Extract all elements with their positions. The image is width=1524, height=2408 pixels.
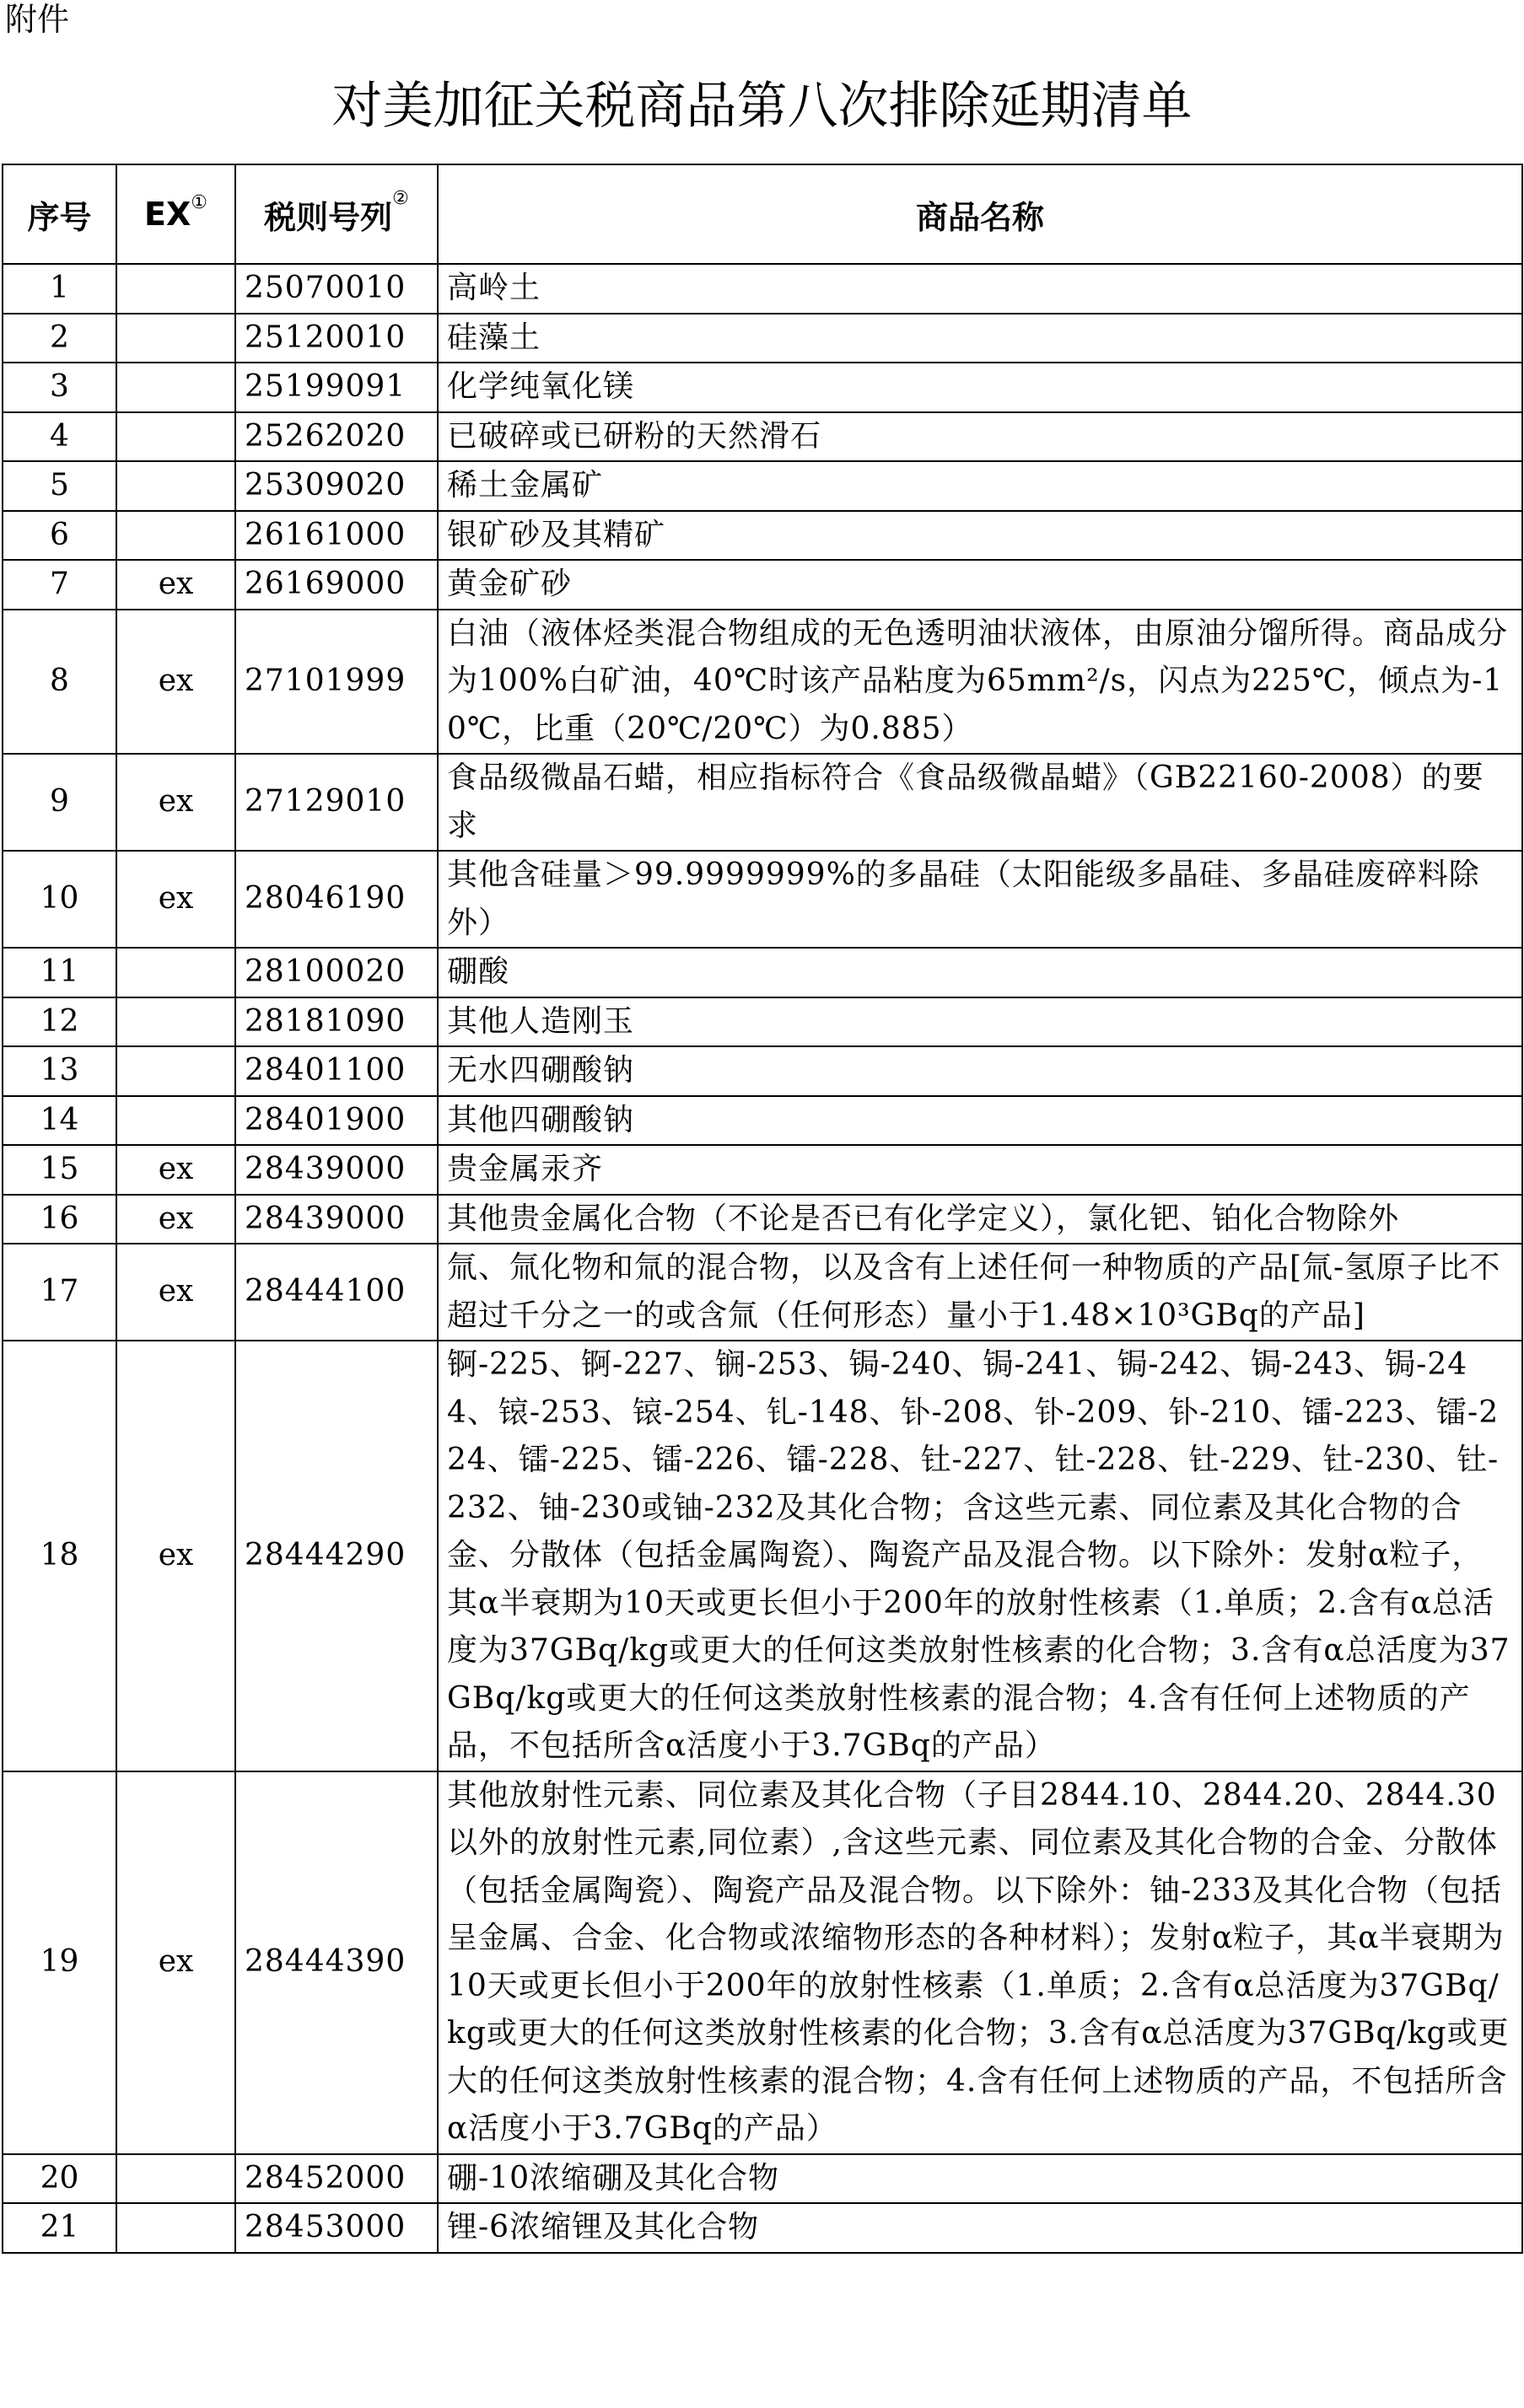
row-seq: 10 <box>3 851 116 948</box>
table-row <box>3 1195 1522 1244</box>
row-ex <box>116 314 235 363</box>
row-ex <box>116 412 235 462</box>
row-seq: 21 <box>3 2203 116 2253</box>
row-product-name: 锕-225、锕-227、锎-253、锔-240、锔-241、锔-242、锔-243、锔-244、锿-253、锿-254、钆-148、钋-208、钋-209、钋-210、镭-223、镭-224、镭-225、镭-226、镭-228、钍-227、钍-228、钍-229、钍-230、钍-232、铀-230或铀-232及其化合物；含这些元素、同位素及其化合物的合金、分散体（包括金属陶瓷）、陶瓷产品及混合物。以下除外：发射α粒子，其α半衰期为10天或更长但小于200年的放射性核素（1.单质；2.含有α总活度为37GBq/kg或更大的任何这类放射性核素的化合物；3.含有α总活度为37GBq/kg或更大的任何这类放射性核素的混合物；4.含有任何上述物质的产品，不包括所含α活度小于3.7GBq的产品） <box>438 1341 1522 1771</box>
row-tariff-code: 25199091 <box>235 363 438 412</box>
row-seq: 18 <box>3 1341 116 1771</box>
row-seq: 2 <box>3 314 116 363</box>
row-product-name: 其他人造刚玉 <box>438 997 1522 1047</box>
row-seq: 19 <box>3 1771 116 2154</box>
row-ex <box>116 997 235 1047</box>
row-product-name: 黄金矿砂 <box>438 560 1522 610</box>
row-product-name: 其他贵金属化合物（不论是否已有化学定义），氯化钯、铂化合物除外 <box>438 1195 1522 1244</box>
row-product-name: 已破碎或已研粉的天然滑石 <box>438 412 1522 462</box>
table-row <box>3 948 1522 997</box>
exclusion-list-table <box>2 164 1523 2254</box>
row-tariff-code: 28181090 <box>235 997 438 1047</box>
row-tariff-code: 28444100 <box>235 1244 438 1341</box>
row-tariff-code: 26161000 <box>235 511 438 561</box>
row-ex: ex <box>116 1195 235 1244</box>
table-row <box>3 511 1522 561</box>
header-product-name: 商品名称 <box>438 164 1522 264</box>
row-seq: 11 <box>3 948 116 997</box>
row-tariff-code: 27129010 <box>235 754 438 851</box>
table-row <box>3 754 1522 851</box>
row-seq: 5 <box>3 461 116 511</box>
row-seq: 8 <box>3 610 116 755</box>
row-product-name: 食品级微晶石蜡，相应指标符合《食品级微晶蜡》（GB22160-2008）的要求 <box>438 754 1522 851</box>
row-ex <box>116 363 235 412</box>
row-product-name: 高岭土 <box>438 264 1522 314</box>
row-ex <box>116 2154 235 2204</box>
row-tariff-code: 28100020 <box>235 948 438 997</box>
row-product-name: 硼-10浓缩硼及其化合物 <box>438 2154 1522 2204</box>
footnote-mark-2: ② <box>392 187 409 209</box>
table-row <box>3 997 1522 1047</box>
table-row <box>3 1145 1522 1195</box>
row-tariff-code: 27101999 <box>235 610 438 755</box>
table-row <box>3 560 1522 610</box>
row-tariff-code: 28452000 <box>235 2154 438 2204</box>
row-product-name: 其他含硅量＞99.9999999%的多晶硅（太阳能级多晶硅、多晶硅废碎料除外） <box>438 851 1522 948</box>
row-seq: 7 <box>3 560 116 610</box>
table-row <box>3 1046 1522 1096</box>
table-row <box>3 412 1522 462</box>
row-tariff-code: 28444390 <box>235 1771 438 2154</box>
row-tariff-code: 25070010 <box>235 264 438 314</box>
row-product-name: 硼酸 <box>438 948 1522 997</box>
table-row <box>3 461 1522 511</box>
header-ex: EX① <box>116 164 235 264</box>
row-seq: 1 <box>3 264 116 314</box>
row-product-name: 锂-6浓缩锂及其化合物 <box>438 2203 1522 2253</box>
row-ex: ex <box>116 1145 235 1195</box>
row-seq: 20 <box>3 2154 116 2204</box>
header-tariff-code: 税则号列② <box>235 164 438 264</box>
table-row <box>3 1244 1522 1341</box>
row-product-name: 白油（液体烃类混合物组成的无色透明油状液体，由原油分馏所得。商品成分为100%白矿油，40℃时该产品粘度为65mm²/s，闪点为225℃，倾点为-10℃，比重（20℃/20℃）为0.885） <box>438 610 1522 755</box>
footnote-mark-1: ① <box>191 192 207 213</box>
row-tariff-code: 25309020 <box>235 461 438 511</box>
table-row <box>3 2203 1522 2253</box>
table-row <box>3 851 1522 948</box>
row-product-name: 银矿砂及其精矿 <box>438 511 1522 561</box>
row-seq: 6 <box>3 511 116 561</box>
row-ex: ex <box>116 1244 235 1341</box>
row-product-name: 贵金属汞齐 <box>438 1145 1522 1195</box>
row-tariff-code: 28046190 <box>235 851 438 948</box>
row-seq: 14 <box>3 1096 116 1146</box>
header-seq: 序号 <box>3 164 116 264</box>
row-ex <box>116 264 235 314</box>
row-seq: 4 <box>3 412 116 462</box>
table-row <box>3 314 1522 363</box>
table-row <box>3 2154 1522 2204</box>
header-row <box>3 164 1522 264</box>
row-seq: 9 <box>3 754 116 851</box>
table-row <box>3 1771 1522 2154</box>
row-product-name: 其他放射性元素、同位素及其化合物（子目2844.10、2844.20、2844.30以外的放射性元素,同位素）,含这些元素、同位素及其化合物的合金、分散体（包括金属陶瓷）、陶瓷产品及混合物。以下除外：铀-233及其化合物（包括呈金属、合金、化合物或浓缩物形态的各种材料）；发射α粒子，其α半衰期为10天或更长但小于200年的放射性核素（1.单质；2.含有α总活度为37GBq/kg或更大的任何这类放射性核素的化合物；3.含有α总活度为37GBq/kg或更大的任何这类放射性核素的混合物；4.含有任何上述物质的产品，不包括所含α活度小于3.7GBq的产品） <box>438 1771 1522 2154</box>
table-row <box>3 610 1522 755</box>
page-title: 对美加征关税商品第八次排除延期清单 <box>331 77 1193 136</box>
row-product-name: 无水四硼酸钠 <box>438 1046 1522 1096</box>
row-seq: 17 <box>3 1244 116 1341</box>
row-product-name: 化学纯氧化镁 <box>438 363 1522 412</box>
row-product-name: 氚、氚化物和氚的混合物，以及含有上述任何一种物质的产品[氚-氢原子比不超过千分之一的或含氚（任何形态）量小于1.48×10³GBq的产品] <box>438 1244 1522 1341</box>
table-row <box>3 1096 1522 1146</box>
table-row <box>3 363 1522 412</box>
row-ex <box>116 511 235 561</box>
row-seq: 12 <box>3 997 116 1047</box>
row-ex: ex <box>116 754 235 851</box>
row-ex: ex <box>116 851 235 948</box>
table-row <box>3 1341 1522 1771</box>
row-ex <box>116 1096 235 1146</box>
row-seq: 3 <box>3 363 116 412</box>
row-ex: ex <box>116 1771 235 2154</box>
row-tariff-code: 28444290 <box>235 1341 438 1771</box>
row-ex <box>116 2203 235 2253</box>
row-tariff-code: 28401100 <box>235 1046 438 1096</box>
row-tariff-code: 26169000 <box>235 560 438 610</box>
row-product-name: 其他四硼酸钠 <box>438 1096 1522 1146</box>
row-tariff-code: 28453000 <box>235 2203 438 2253</box>
row-ex: ex <box>116 560 235 610</box>
row-seq: 13 <box>3 1046 116 1096</box>
row-ex: ex <box>116 1341 235 1771</box>
row-product-name: 稀土金属矿 <box>438 461 1522 511</box>
row-ex <box>116 461 235 511</box>
row-tariff-code: 28439000 <box>235 1145 438 1195</box>
row-ex: ex <box>116 610 235 755</box>
row-ex <box>116 948 235 997</box>
row-tariff-code: 28439000 <box>235 1195 438 1244</box>
row-tariff-code: 25262020 <box>235 412 438 462</box>
annex-label: 附件 <box>5 1 70 38</box>
row-seq: 15 <box>3 1145 116 1195</box>
row-seq: 16 <box>3 1195 116 1244</box>
row-tariff-code: 25120010 <box>235 314 438 363</box>
row-tariff-code: 28401900 <box>235 1096 438 1146</box>
row-ex <box>116 1046 235 1096</box>
row-product-name: 硅藻土 <box>438 314 1522 363</box>
table-row <box>3 264 1522 314</box>
